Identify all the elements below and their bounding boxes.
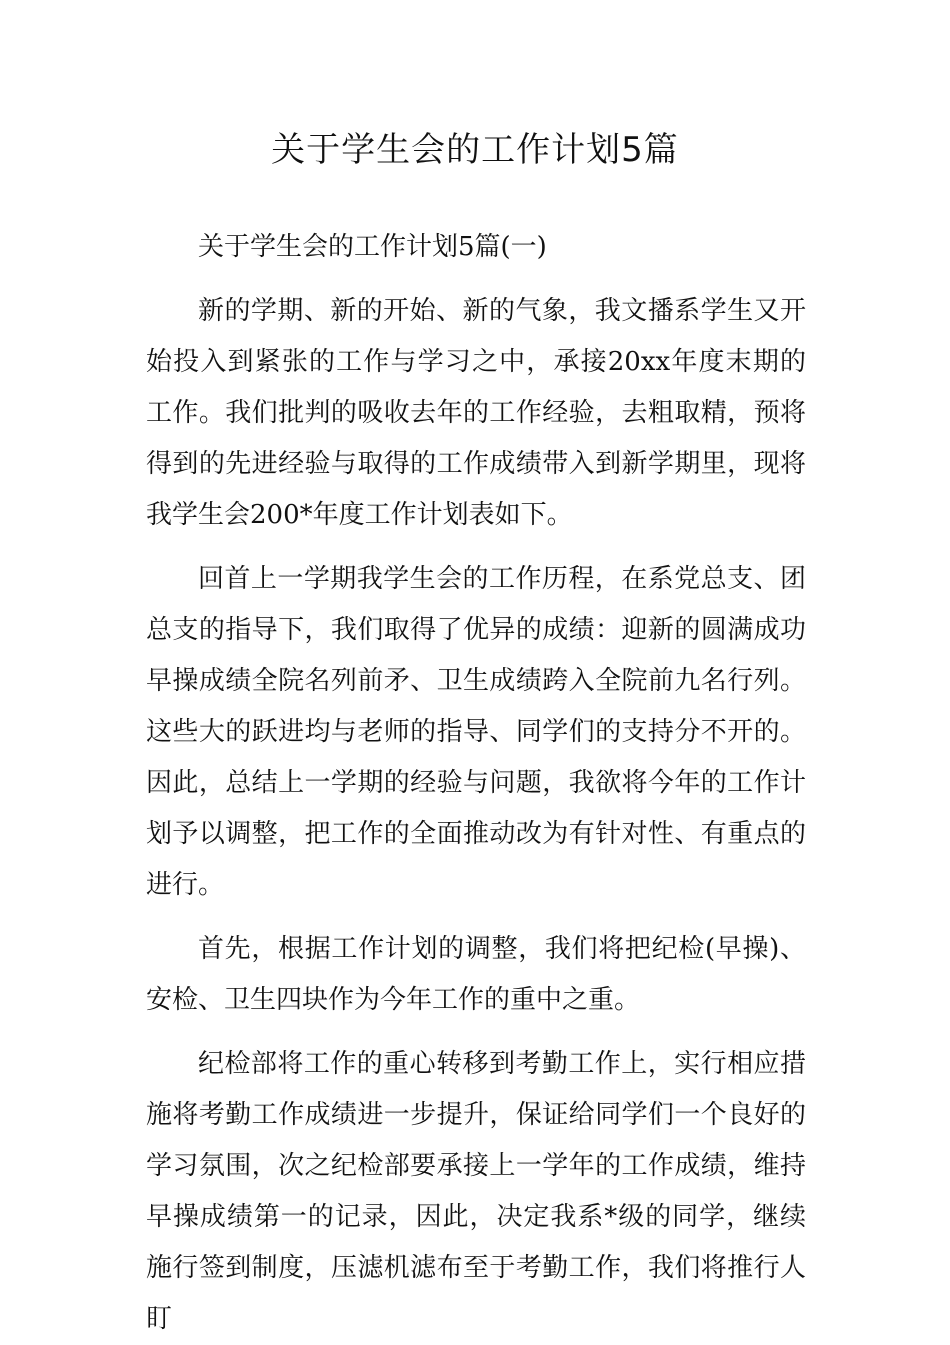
paragraph-review: 回首上一学期我学生会的工作历程，在系党总支、团总支的指导下，我们取得了优异的成绩：迎新的圆满成功早操成绩全院名列前矛、卫生成绩跨入全院前九名行列。这些大的跃进均与老师的指导、同学们的支持分不开的。因此，总结上一学期的经验与问题，我欲将今年的工作计划予以调整，把工作的全面推动改为有针对性、有重点的进行。 bbox=[146, 564, 806, 900]
paragraph-priorities: 首先，根据工作计划的调整，我们将把纪检(早操)、安检、卫生四块作为今年工作的重中之重。 bbox=[146, 934, 806, 1015]
document-body bbox=[146, 222, 806, 1345]
paragraph-subtitle: 关于学生会的工作计划5篇(一) bbox=[198, 232, 547, 262]
paragraph-discipline: 纪检部将工作的重心转移到考勤工作上，实行相应措施将考勤工作成绩进一步提升，保证给同学们一个良好的学习氛围，次之纪检部要承接上一学年的工作成绩，维持早操成绩第一的记录，因此，决定我系*级的同学，继续施行签到制度，压滤机滤布至于考勤工作，我们将推行人盯 bbox=[146, 1049, 806, 1334]
document-title: 关于学生会的工作计划5篇 bbox=[271, 130, 679, 170]
paragraph-intro: 新的学期、新的开始、新的气象，我文播系学生又开始投入到紧张的工作与学习之中，承接20xx年度末期的工作。我们批判的吸收去年的工作经验，去粗取精，预将得到的先进经验与取得的工作成绩带入到新学期里，现将我学生会200*年度工作计划表如下。 bbox=[146, 296, 806, 530]
